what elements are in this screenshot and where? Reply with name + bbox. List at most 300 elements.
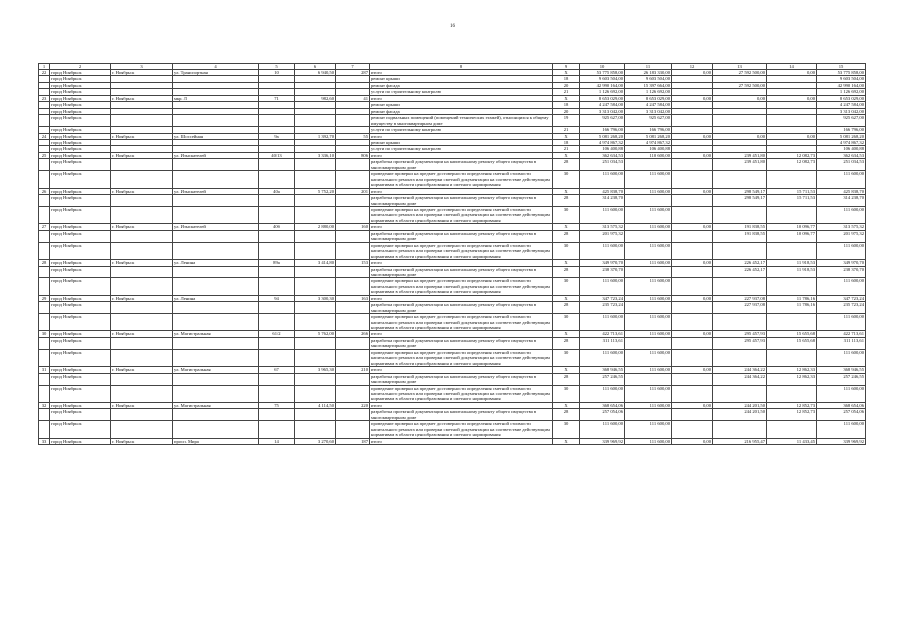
- cell-col-area: [295, 421, 336, 438]
- cell-col-municipality: город Ноябрьск: [50, 171, 111, 188]
- cell-col-area: 3 336,10: [295, 152, 336, 158]
- cell-col-settlement: г. Ноябрьск: [111, 188, 173, 194]
- cell-col-house: 61/2: [259, 331, 295, 337]
- cell-col-fund-1: 3 313 042,00: [625, 108, 672, 114]
- cell-col-total-cost: 1 126 692,00: [580, 89, 625, 95]
- cell-col-total: 425 838,70: [817, 188, 866, 194]
- cell-col-area: [295, 314, 336, 331]
- cell-col-area: [295, 337, 336, 349]
- cell-col-settlement: г. Ноябрьск: [111, 438, 173, 444]
- cell-col-code: 30: [553, 171, 580, 188]
- cell-col-fund-1: [625, 159, 672, 171]
- cell-col-total: 8 653 029,00: [817, 95, 866, 101]
- cell-col-fund-4: 11 918,53: [767, 266, 817, 278]
- cell-col-municipality: город Ноябрьск: [50, 224, 111, 230]
- cell-col-house: [259, 337, 295, 349]
- cell-col-total-cost: 111 600,00: [580, 278, 625, 295]
- cell-col-code: X: [553, 224, 580, 230]
- cell-col-fund-2: [672, 206, 713, 223]
- cell-col-settlement: [111, 242, 173, 259]
- cell-col-fund-3: 216 955,47: [713, 438, 767, 444]
- cell-col-municipality: город Ноябрьск: [50, 152, 111, 158]
- cell-col-fund-4: [767, 314, 817, 331]
- cell-col-total: 201 975,32: [817, 230, 866, 242]
- cell-col-fund-2: 0,00: [672, 367, 713, 373]
- cell-col-work-type: итого: [370, 133, 553, 139]
- cell-col-fund-4: [767, 206, 817, 223]
- cell-col-total: 4 974 867,32: [817, 139, 866, 145]
- cell-col-fund-3: 244 201,50: [713, 402, 767, 408]
- cell-col-residents: 41: [336, 95, 370, 101]
- cell-col-code: 28: [553, 266, 580, 278]
- cell-col-code: 30: [553, 385, 580, 402]
- cell-col-area: [295, 206, 336, 223]
- header-col-area: 6: [295, 64, 336, 70]
- header-col-work-type: 8: [370, 64, 553, 70]
- cell-col-fund-3: 239 451,80: [713, 152, 767, 158]
- cell-col-area: [295, 385, 336, 402]
- cell-col-street: [173, 171, 259, 188]
- cell-col-settlement: [111, 266, 173, 278]
- header-col-fund-2: 12: [672, 64, 713, 70]
- cell-col-street: [173, 278, 259, 295]
- cell-col-code: 28: [553, 302, 580, 314]
- cell-col-total: 251 034,53: [817, 159, 866, 171]
- cell-col-municipality: город Ноябрьск: [50, 139, 111, 145]
- cell-col-total-cost: 422 713,61: [580, 331, 625, 337]
- cell-col-fund-2: [672, 302, 713, 314]
- cell-col-street: [173, 195, 259, 207]
- cell-col-residents: [336, 242, 370, 259]
- cell-col-fund-1: 4 974 867,32: [625, 139, 672, 145]
- cell-col-fund-3: 298 549,17: [713, 195, 767, 207]
- cell-col-residents: 55: [336, 133, 370, 139]
- cell-col-area: 2 880,00: [295, 224, 336, 230]
- cell-col-work-type: разработка проектной документации на капитальному ремонту общего имущества в многоквартирном доме: [370, 409, 553, 421]
- cell-col-code: 28: [553, 337, 580, 349]
- cell-col-fund-2: 0,00: [672, 402, 713, 408]
- cell-col-settlement: [111, 159, 173, 171]
- cell-col-total: 166 796,00: [817, 127, 866, 133]
- cell-col-fund-4: 0,00: [767, 70, 817, 76]
- cell-col-work-type: услуги по строительному контролю: [370, 89, 553, 95]
- cell-col-fund-4: [767, 385, 817, 402]
- cell-col-fund-2: 0,00: [672, 70, 713, 76]
- cell-col-municipality: город Ноябрьск: [50, 146, 111, 152]
- header-col-settlement: 3: [111, 64, 173, 70]
- cell-col-municipality: город Ноябрьск: [50, 438, 111, 444]
- cell-col-code: X: [553, 260, 580, 266]
- cell-col-code: 18: [553, 76, 580, 82]
- repair-registry-table: [38, 63, 866, 445]
- cell-col-code: 30: [553, 242, 580, 259]
- cell-col-house: [259, 230, 295, 242]
- cell-col-municipality: город Ноябрьск: [50, 89, 111, 95]
- cell-col-work-type: проведение проверки на предмет достоверности определения сметной стоимости капитального ремонта или проверки сметной документации на соответствие действующим нормативам в области ценообразования и сметного нормирования: [370, 349, 553, 366]
- cell-col-settlement: г. Ноябрьск: [111, 152, 173, 158]
- cell-col-code: X: [553, 331, 580, 337]
- cell-col-house: [259, 242, 295, 259]
- cell-col-total-cost: 111 600,00: [580, 206, 625, 223]
- cell-col-total: 111 600,00: [817, 349, 866, 366]
- cell-col-house: [259, 171, 295, 188]
- cell-col-fund-2: 0,00: [672, 331, 713, 337]
- cell-col-num: 22: [39, 70, 50, 76]
- cell-col-residents: [336, 385, 370, 402]
- cell-col-area: 6 940,50: [295, 70, 336, 76]
- cell-col-residents: [336, 195, 370, 207]
- cell-col-fund-1: 26 183 330,00: [625, 70, 672, 76]
- cell-col-total-cost: 251 034,53: [580, 159, 625, 171]
- cell-col-fund-4: 12 852,73: [767, 409, 817, 421]
- cell-col-fund-3: 226 452,17: [713, 266, 767, 278]
- cell-col-municipality: город Ноябрьск: [50, 230, 111, 242]
- cell-col-work-type: итого: [370, 188, 553, 194]
- cell-col-work-type: ремонт фасада: [370, 108, 553, 114]
- header-col-fund-4: 14: [767, 64, 817, 70]
- cell-col-fund-3: 239 451,80: [713, 159, 767, 171]
- cell-col-residents: [336, 115, 370, 127]
- table-row: [39, 385, 866, 402]
- cell-col-total: 111 600,00: [817, 385, 866, 402]
- cell-col-street: [173, 206, 259, 223]
- cell-col-fund-4: 11 786,16: [767, 295, 817, 301]
- cell-col-code: 30: [553, 278, 580, 295]
- cell-col-settlement: [111, 195, 173, 207]
- header-col-street: 4: [173, 64, 259, 70]
- cell-col-fund-1: 111 600,00: [625, 438, 672, 444]
- cell-col-house: [259, 302, 295, 314]
- cell-col-settlement: [111, 302, 173, 314]
- cell-col-num: 29: [39, 295, 50, 301]
- cell-col-code: 21: [553, 146, 580, 152]
- cell-col-fund-1: 111 600,00: [625, 367, 672, 373]
- cell-col-residents: [336, 159, 370, 171]
- cell-col-street: ул. Изыскателей: [173, 224, 259, 230]
- cell-col-total: 314 238,70: [817, 195, 866, 207]
- cell-col-residents: 266: [336, 331, 370, 337]
- table-row: [39, 242, 866, 259]
- cell-col-settlement: г. Ноябрьск: [111, 133, 173, 139]
- cell-col-num: [39, 302, 50, 314]
- cell-col-residents: [336, 206, 370, 223]
- cell-col-fund-2: [672, 159, 713, 171]
- cell-col-fund-2: [672, 266, 713, 278]
- cell-col-residents: [336, 409, 370, 421]
- cell-col-municipality: город Ноябрьск: [50, 302, 111, 314]
- cell-col-fund-3: [713, 385, 767, 402]
- cell-col-settlement: [111, 115, 173, 127]
- cell-col-residents: 163: [336, 295, 370, 301]
- cell-col-settlement: [111, 278, 173, 295]
- cell-col-total: 3 313 042,00: [817, 108, 866, 114]
- cell-col-code: 21: [553, 127, 580, 133]
- cell-col-total-cost: 313 575,32: [580, 224, 625, 230]
- cell-col-work-type: проведение проверки на предмет достоверности определения сметной стоимости капитального ремонта или проверки сметной документации на соответствие действующим нормативам в области ценообразования и сметного нормирования: [370, 242, 553, 259]
- cell-col-street: просп. Мира: [173, 438, 259, 444]
- cell-col-fund-3: [713, 206, 767, 223]
- cell-col-total: 925 627,00: [817, 115, 866, 127]
- cell-col-fund-3: 244 364,22: [713, 367, 767, 373]
- header-col-fund-1: 11: [625, 64, 672, 70]
- cell-col-total-cost: 257 054,06: [580, 409, 625, 421]
- cell-col-settlement: [111, 409, 173, 421]
- header-col-municipality: 2: [50, 64, 111, 70]
- cell-col-code: 18: [553, 139, 580, 145]
- cell-col-num: 24: [39, 133, 50, 139]
- cell-col-settlement: [111, 373, 173, 385]
- cell-col-residents: [336, 278, 370, 295]
- cell-col-fund-3: 295 457,93: [713, 331, 767, 337]
- cell-col-fund-2: 0,00: [672, 95, 713, 101]
- cell-col-residents: 201: [336, 188, 370, 194]
- table-row: [39, 159, 866, 171]
- cell-col-fund-1: 925 627,00: [625, 115, 672, 127]
- cell-col-municipality: город Ноябрьск: [50, 95, 111, 101]
- cell-col-fund-1: 111 600,00: [625, 385, 672, 402]
- cell-col-area: [295, 302, 336, 314]
- cell-col-fund-2: [672, 195, 713, 207]
- cell-col-code: 18: [553, 102, 580, 108]
- cell-col-total-cost: 111 600,00: [580, 171, 625, 188]
- cell-col-fund-1: 166 796,00: [625, 127, 672, 133]
- cell-col-code: 28: [553, 159, 580, 171]
- cell-col-fund-4: 11 786,16: [767, 302, 817, 314]
- cell-col-total-cost: 9 603 504,00: [580, 76, 625, 82]
- cell-col-municipality: город Ноябрьск: [50, 242, 111, 259]
- cell-col-house: 40/13: [259, 152, 295, 158]
- cell-col-house: [259, 409, 295, 421]
- cell-col-fund-4: [767, 171, 817, 188]
- cell-col-municipality: город Ноябрьск: [50, 373, 111, 385]
- cell-col-fund-2: [672, 314, 713, 331]
- cell-col-total-cost: 311 113,61: [580, 337, 625, 349]
- cell-col-total-cost: 368 946,55: [580, 367, 625, 373]
- table-row: [39, 266, 866, 278]
- cell-col-fund-1: 111 600,00: [625, 224, 672, 230]
- cell-col-work-type: итого: [370, 260, 553, 266]
- cell-col-municipality: город Ноябрьск: [50, 349, 111, 366]
- cell-col-fund-1: 4 247 584,00: [625, 102, 672, 108]
- cell-col-total-cost: 166 796,00: [580, 127, 625, 133]
- cell-col-fund-1: 8 653 029,00: [625, 95, 672, 101]
- cell-col-work-type: разработка проектной документации на капитальному ремонту общего имущества в многоквартирном доме: [370, 373, 553, 385]
- cell-col-area: [295, 373, 336, 385]
- cell-col-residents: [336, 302, 370, 314]
- cell-col-area: [295, 278, 336, 295]
- cell-col-area: [295, 266, 336, 278]
- cell-col-work-type: итого: [370, 438, 553, 444]
- cell-col-total-cost: 111 600,00: [580, 314, 625, 331]
- cell-col-code: 21: [553, 89, 580, 95]
- cell-col-code: 20: [553, 108, 580, 114]
- cell-col-fund-4: 10 096,77: [767, 224, 817, 230]
- cell-col-code: 19: [553, 115, 580, 127]
- cell-col-fund-4: 12 862,33: [767, 373, 817, 385]
- table-row: [39, 195, 866, 207]
- cell-col-total-cost: 201 975,32: [580, 230, 625, 242]
- cell-col-fund-2: 0,00: [672, 152, 713, 158]
- cell-col-municipality: город Ноябрьск: [50, 409, 111, 421]
- cell-col-municipality: город Ноябрьск: [50, 108, 111, 114]
- cell-col-total-cost: 238 370,70: [580, 266, 625, 278]
- cell-col-code: 30: [553, 314, 580, 331]
- cell-col-total-cost: 339 969,92: [580, 438, 625, 444]
- cell-col-work-type: проведение проверки на предмет достоверности определения сметной стоимости капитального ремонта или проверки сметной документации на соответствие действующим нормативам в области ценообразования и сметного нормирования: [370, 206, 553, 223]
- cell-col-total-cost: 347 723,24: [580, 295, 625, 301]
- cell-col-total: 53 775 858,00: [817, 70, 866, 76]
- cell-col-num: 30: [39, 331, 50, 337]
- cell-col-total-cost: 42 990 164,00: [580, 82, 625, 88]
- cell-col-municipality: город Ноябрьск: [50, 76, 111, 82]
- cell-col-work-type: ремонт крыши: [370, 76, 553, 82]
- cell-col-code: X: [553, 367, 580, 373]
- cell-col-fund-1: 110 600,00: [625, 152, 672, 158]
- cell-col-num: [39, 266, 50, 278]
- cell-col-house: 89а: [259, 260, 295, 266]
- cell-col-total-cost: 925 627,00: [580, 115, 625, 127]
- cell-col-fund-1: 111 600,00: [625, 349, 672, 366]
- cell-col-num: [39, 230, 50, 242]
- cell-col-municipality: город Ноябрьск: [50, 115, 111, 127]
- cell-col-house: 71: [259, 95, 295, 101]
- cell-col-house: [259, 159, 295, 171]
- cell-col-fund-1: 111 600,00: [625, 331, 672, 337]
- cell-col-total: 311 113,61: [817, 337, 866, 349]
- header-col-residents: 7: [336, 64, 370, 70]
- cell-col-total-cost: 349 970,70: [580, 260, 625, 266]
- cell-col-fund-1: [625, 302, 672, 314]
- cell-col-street: ул. Изыскателей: [173, 152, 259, 158]
- cell-col-fund-1: 111 600,00: [625, 295, 672, 301]
- cell-col-fund-3: 27 592 500,00: [713, 70, 767, 76]
- cell-col-area: [295, 159, 336, 171]
- cell-col-settlement: [111, 230, 173, 242]
- cell-col-fund-1: [625, 266, 672, 278]
- cell-col-total-cost: 4 247 584,00: [580, 102, 625, 108]
- cell-col-total: 42 990 164,00: [817, 82, 866, 88]
- cell-col-municipality: город Ноябрьск: [50, 402, 111, 408]
- cell-col-street: ул. Шоссейная: [173, 133, 259, 139]
- cell-col-num: 26: [39, 188, 50, 194]
- cell-col-fund-3: 0,00: [713, 95, 767, 101]
- cell-col-settlement: г. Ноябрьск: [111, 331, 173, 337]
- cell-col-total-cost: 106 400,88: [580, 146, 625, 152]
- cell-col-municipality: город Ноябрьск: [50, 195, 111, 207]
- cell-col-settlement: [111, 385, 173, 402]
- cell-col-fund-3: [713, 115, 767, 127]
- cell-col-residents: [336, 266, 370, 278]
- cell-col-settlement: г. Ноябрьск: [111, 260, 173, 266]
- cell-col-municipality: город Ноябрьск: [50, 188, 111, 194]
- cell-col-area: 4 114,50: [295, 402, 336, 408]
- cell-col-total: 313 575,32: [817, 224, 866, 230]
- cell-col-municipality: город Ноябрьск: [50, 127, 111, 133]
- cell-col-total: 4 247 584,00: [817, 102, 866, 108]
- cell-col-fund-3: 244 201,50: [713, 409, 767, 421]
- cell-col-fund-1: 1 126 692,00: [625, 89, 672, 95]
- cell-col-house: [259, 373, 295, 385]
- cell-col-municipality: город Ноябрьск: [50, 266, 111, 278]
- table-row: [39, 115, 866, 127]
- table-body: [39, 64, 866, 445]
- cell-col-fund-4: 10 096,77: [767, 230, 817, 242]
- cell-col-house: [259, 421, 295, 438]
- cell-col-house: [259, 278, 295, 295]
- cell-col-code: X: [553, 188, 580, 194]
- cell-col-total: 5 081 268,20: [817, 133, 866, 139]
- cell-col-total-cost: 235 723,24: [580, 302, 625, 314]
- cell-col-work-type: итого: [370, 331, 553, 337]
- cell-col-street: ул. Изыскателей: [173, 188, 259, 194]
- cell-col-num: [39, 206, 50, 223]
- header-col-code: 9: [553, 64, 580, 70]
- cell-col-street: [173, 242, 259, 259]
- cell-col-fund-1: 111 600,00: [625, 188, 672, 194]
- cell-col-residents: 806: [336, 152, 370, 158]
- cell-col-area: [295, 230, 336, 242]
- table-row: [39, 349, 866, 366]
- table-row: [39, 337, 866, 349]
- cell-col-total: 257 246,55: [817, 373, 866, 385]
- cell-col-work-type: проведение проверки на предмет достоверности определения сметной стоимости капитального ремонта или проверки сметной документации на соответствие действующим нормативам в области ценообразования и сметного нормирования: [370, 385, 553, 402]
- cell-col-fund-2: 0,00: [672, 188, 713, 194]
- cell-col-total-cost: 5 081 268,20: [580, 133, 625, 139]
- cell-col-total: 111 600,00: [817, 314, 866, 331]
- cell-col-work-type: итого: [370, 367, 553, 373]
- cell-col-num: [39, 337, 50, 349]
- cell-col-fund-3: 244 364,22: [713, 373, 767, 385]
- cell-col-total: 362 634,53: [817, 152, 866, 158]
- cell-col-residents: 220: [336, 402, 370, 408]
- cell-col-fund-1: 111 600,00: [625, 421, 672, 438]
- cell-col-street: ул. Магистральная: [173, 402, 259, 408]
- table-row: [39, 421, 866, 438]
- cell-col-work-type: проведение проверки на предмет достоверности определения сметной стоимости капитального ремонта или проверки сметной документации на соответствие действующим нормативам в области ценообразования и сметного нормирования: [370, 421, 553, 438]
- cell-col-work-type: итого: [370, 70, 553, 76]
- cell-col-num: [39, 195, 50, 207]
- cell-col-municipality: город Ноябрьск: [50, 133, 111, 139]
- table-row: [39, 314, 866, 331]
- cell-col-area: 1 392,70: [295, 133, 336, 139]
- cell-col-fund-4: [767, 421, 817, 438]
- cell-col-fund-2: 0,00: [672, 295, 713, 301]
- cell-col-street: [173, 385, 259, 402]
- cell-col-total-cost: 362 634,53: [580, 152, 625, 158]
- cell-col-fund-2: 0,00: [672, 438, 713, 444]
- cell-col-fund-1: [625, 409, 672, 421]
- cell-col-total-cost: 111 600,00: [580, 349, 625, 366]
- cell-col-fund-3: 227 937,08: [713, 302, 767, 314]
- cell-col-num: 31: [39, 367, 50, 373]
- cell-col-municipality: город Ноябрьск: [50, 82, 111, 88]
- cell-col-fund-1: 111 600,00: [625, 171, 672, 188]
- cell-col-num: [39, 385, 50, 402]
- cell-col-code: X: [553, 95, 580, 101]
- cell-col-work-type: разработка проектной документации на капитальному ремонту общего имущества в многоквартирном доме: [370, 302, 553, 314]
- cell-col-fund-2: [672, 385, 713, 402]
- cell-col-house: 10: [259, 70, 295, 76]
- cell-col-work-type: проведение проверки на предмет достоверности определения сметной стоимости капитального ремонта или проверки сметной документации на соответствие действующим нормативам в области ценообразования и сметного нормирования: [370, 278, 553, 295]
- cell-col-work-type: ремонт крыши: [370, 102, 553, 108]
- cell-col-num: [39, 115, 50, 127]
- cell-col-street: [173, 373, 259, 385]
- cell-col-fund-4: [767, 278, 817, 295]
- cell-col-municipality: город Ноябрьск: [50, 159, 111, 171]
- cell-col-fund-1: 111 600,00: [625, 402, 672, 408]
- cell-col-street: [173, 230, 259, 242]
- cell-col-num: [39, 373, 50, 385]
